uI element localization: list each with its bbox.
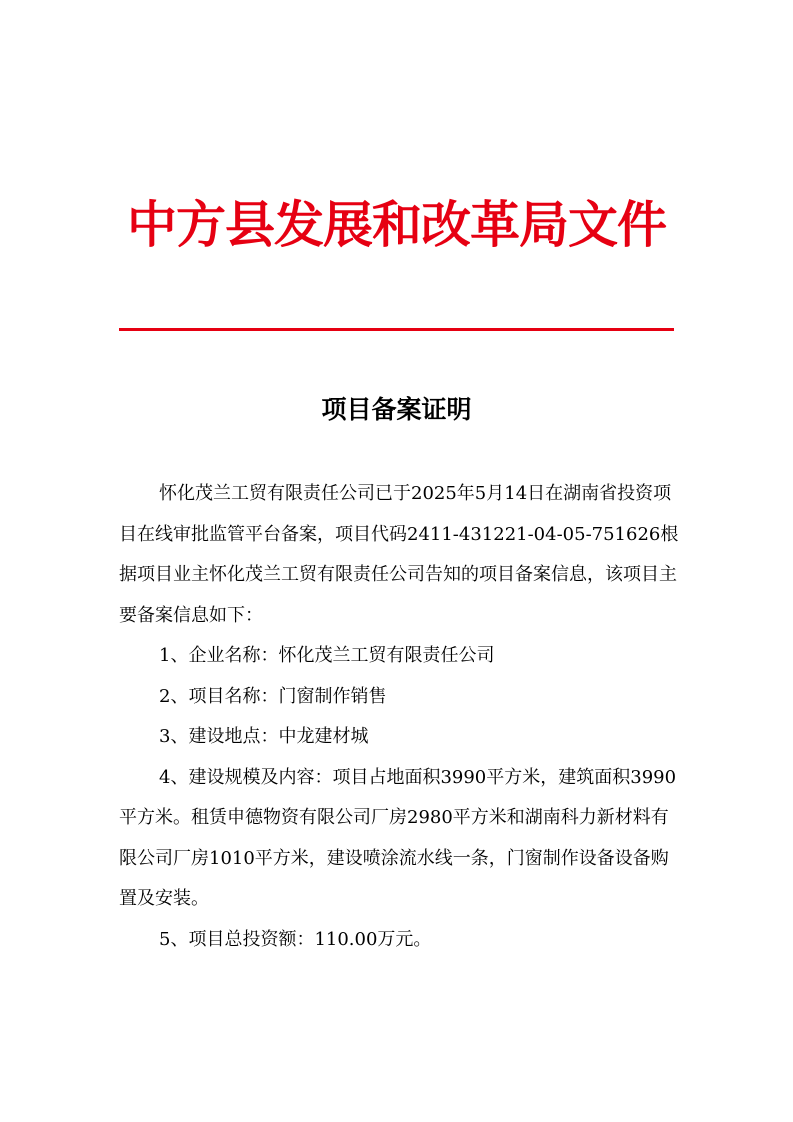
list-item-company-name: 1、企业名称：怀化茂兰工贸有限责任公司 — [159, 645, 495, 666]
list-item-scale-content: 4、建设规模及内容：项目占地面积3990平方米，建筑面积3990平方米。租赁申德物资有限公司厂房2980平方米和湖南科力新材料有限公司厂房1010平方米，建设喷涂流水线一条，门窗制作设备设备购置及安装。 — [119, 766, 677, 909]
list-item-total-investment: 5、项目总投资额：110.00万元。 — [159, 928, 432, 950]
red-divider-line — [119, 328, 674, 331]
document-body — [119, 474, 679, 960]
intro-paragraph: 怀化茂兰工贸有限责任公司已于2025年5月14日在湖南省投资项目在线审批监管平台备案，项目代码2411-431221-04-05-751626根据项目业主怀化茂兰工贸有限责任公司告知的项目备案信息，该项目主要备案信息如下： — [119, 483, 679, 626]
list-item-project-name: 2、项目名称：门窗制作销售 — [159, 685, 387, 707]
list-item-location: 3、建设地点：中龙建材城 — [159, 726, 369, 747]
document-title: 项目备案证明 — [321, 395, 472, 424]
org-header-title: 中方县发展和改革局文件 — [127, 195, 666, 254]
